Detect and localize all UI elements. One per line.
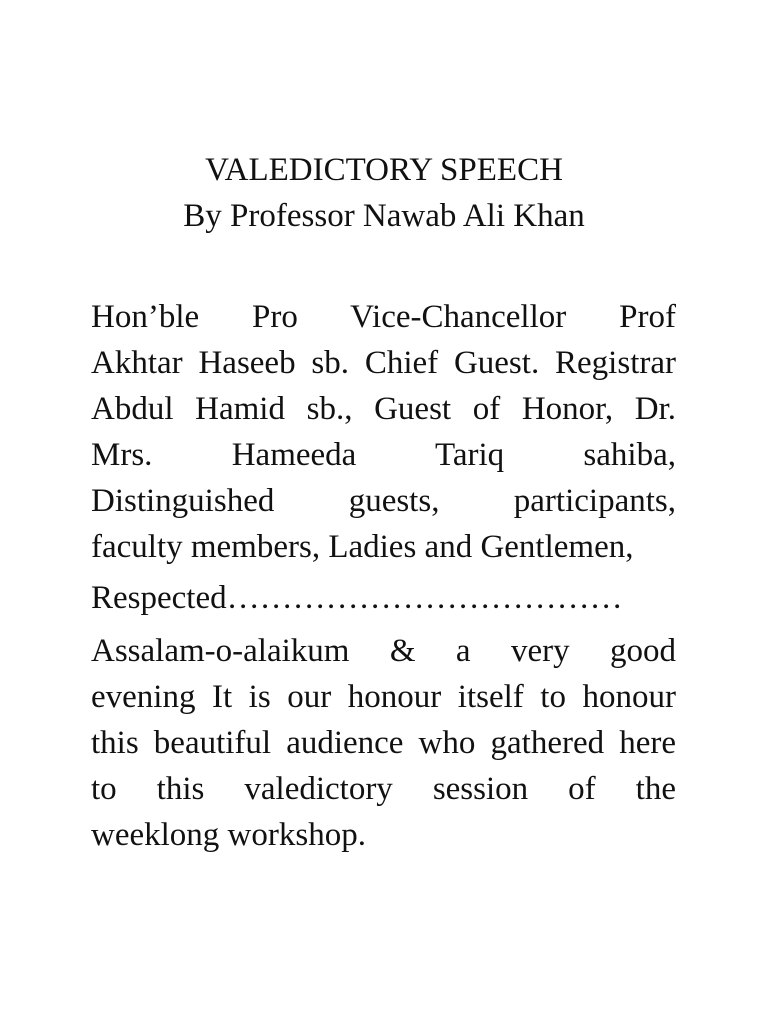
speech-title: VALEDICTORY SPEECH [205,152,563,188]
greeting-paragraph [91,628,676,858]
greeting-line: Assalam-o-alaikum & a very good [91,633,676,669]
respected-line: Respected……………………………… [91,580,623,616]
respected-paragraph [91,575,676,621]
greeting-line: this beautiful audience who gathered here [91,725,676,761]
salutation-line: faculty members, Ladies and Gentlemen, [91,529,634,565]
greeting-line: weeklong workshop. [91,817,366,853]
salutation-paragraph [91,294,676,570]
speech-byline: By Professor Nawab Ali Khan [183,198,585,234]
salutation-line: Distinguished guests, participants, [91,483,676,519]
greeting-line: evening It is our honour itself to honour [91,679,676,715]
greeting-line: to this valedictory session of the [91,771,676,807]
salutation-line: Mrs. Hameeda Tariq sahiba, [91,437,676,473]
salutation-line: Akhtar Haseeb sb. Chief Guest. Registrar [91,345,676,381]
salutation-line: Abdul Hamid sb., Guest of Honor, Dr. [91,391,676,427]
salutation-line: Hon’ble Pro Vice-Chancellor Prof [91,299,676,335]
